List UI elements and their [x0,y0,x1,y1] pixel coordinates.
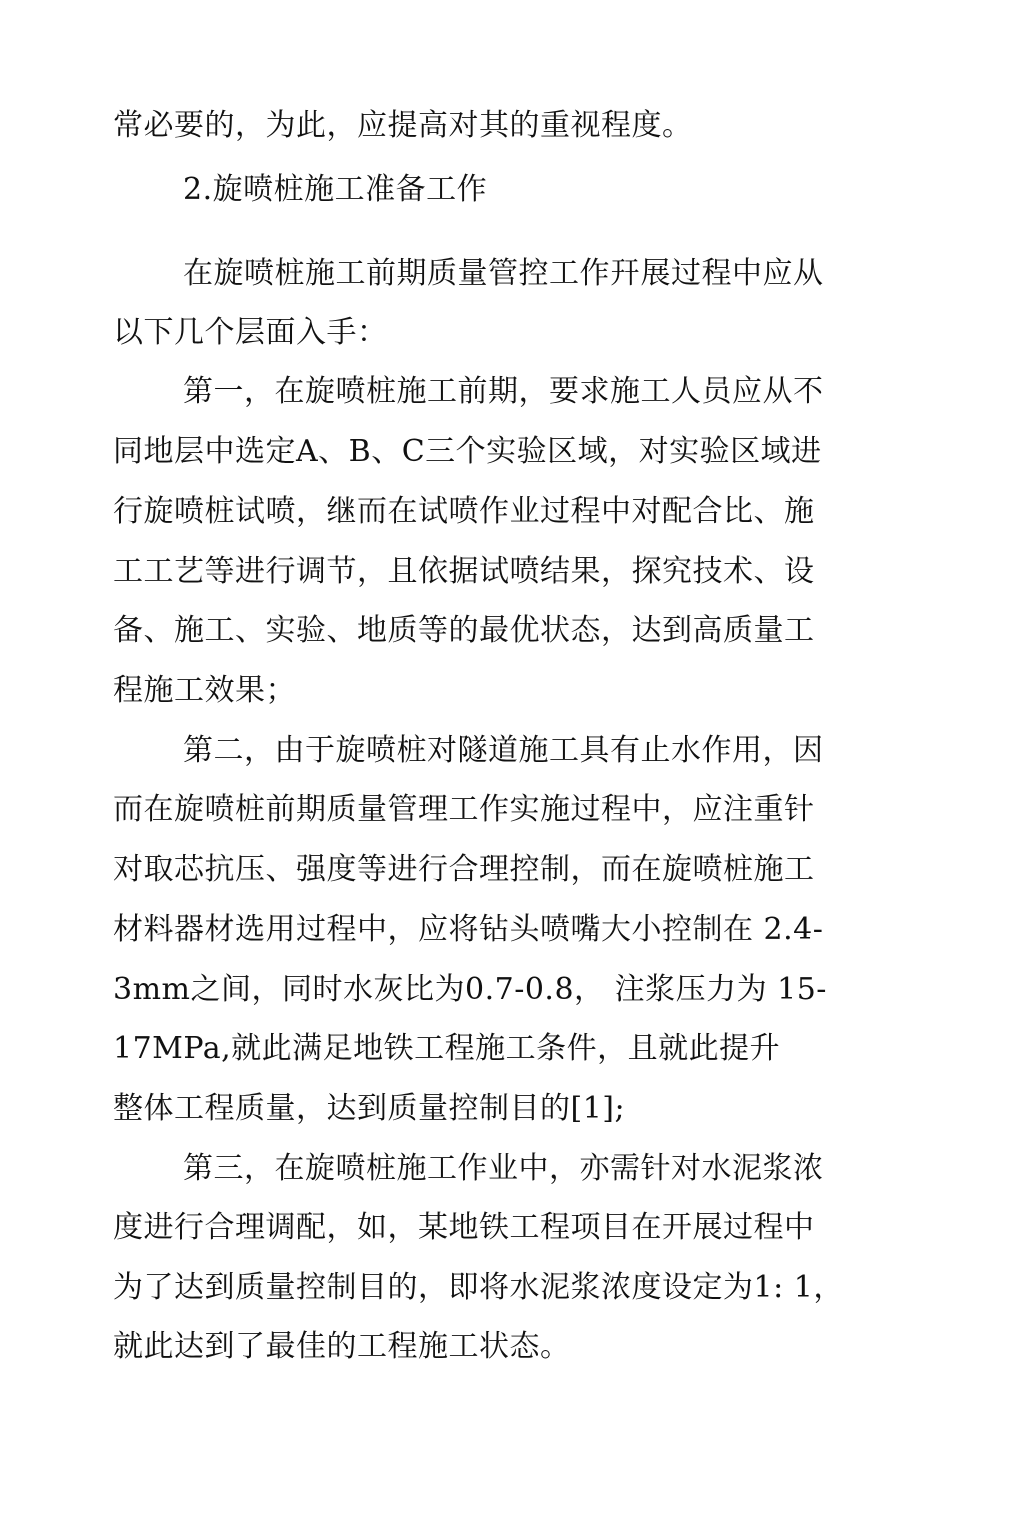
text-line-1: 常必要的，为此，应提高对其的重视程度。 [113,108,693,143]
text-line-9: 备、施工、实验、地质等的最优状态，达到高质量工 [113,613,815,648]
text-line-10: 程施工效果； [113,673,296,708]
text-line-18: 第三，在旋喷桩施工作业中，亦需针对水泥浆浓 [183,1151,824,1186]
text-line-21: 就此达到了最佳的工程施工状态。 [113,1329,571,1364]
text-line-6: 同地层中选定A、B、C三个实验区域，对实验区域进 [113,434,822,469]
section-heading: 2.旋喷桩施工准备工作 [183,172,488,207]
text-line-19: 度进行合理调配，如，某地铁工程项目在开展过程中 [113,1210,815,1245]
text-line-8: 工工艺等进行调节，且依据试喷结果，探究技术、设 [113,554,815,589]
text-line-15: 3mm之间，同时水灰比为0.7-0.8， 注浆压力为 15- [113,972,827,1007]
text-line-14: 材料器材选用过程中，应将钻头喷嘴大小控制在 2.4- [113,912,824,947]
text-line-20: 为了达到质量控制目的，即将水泥浆浓度设定为1: 1， [113,1270,844,1305]
text-line-12: 而在旋喷桩前期质量管理工作实施过程中，应注重针 [113,792,815,827]
text-line-5: 第一，在旋喷桩施工前期，要求施工人员应从不 [183,374,824,409]
text-line-3: 在旋喷桩施工前期质量管控工作幵展过程中应从 [183,256,824,291]
text-line-17: 整体工程质量，达到质量控制目的[1]; [113,1091,626,1126]
text-line-7: 行旋喷桩试喷，继而在试喷作业过程中对配合比、施 [113,494,815,529]
text-line-13: 对取芯抗压、强度等进行合理控制，而在旋喷桩施工 [113,852,815,887]
text-line-16: 17MPa,就此满足地铁工程施工条件，且就此提升 [113,1031,781,1066]
text-line-11: 第二，由于旋喷桩对隧道施工具有止水作用，因 [183,733,824,768]
text-line-4: 以下几个层面入手： [113,315,388,350]
